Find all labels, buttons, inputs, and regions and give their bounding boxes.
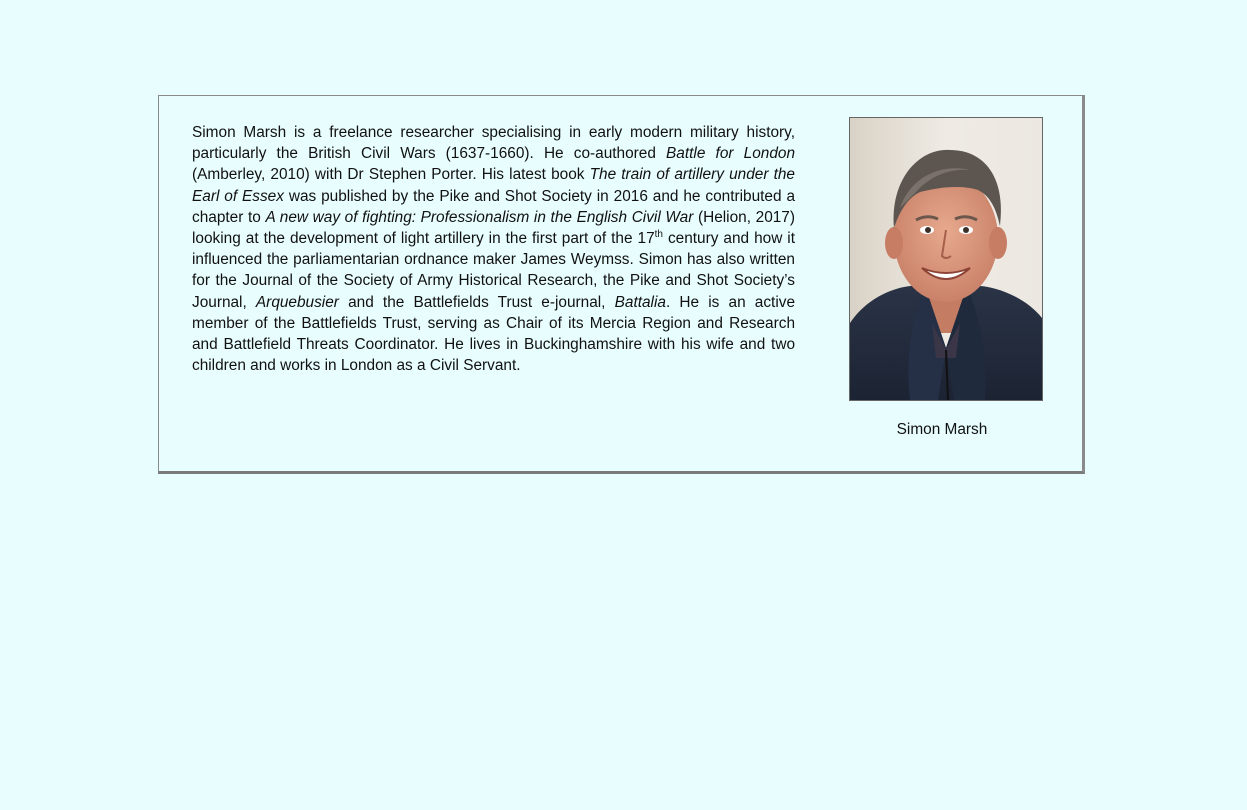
portrait-illustration — [850, 118, 1042, 400]
ordinal-superscript: th — [654, 229, 663, 241]
bio-paragraph — [192, 122, 795, 376]
bio-text-6: and the Battlefields Trust e-journal, — [338, 293, 615, 311]
bio-text-7: . He is an active member of the Battlefields Trust, serving as Chair of its Mercia Region and Research and Battlefield Threats Coordinator. He lives in Buckinghamshire with his wife and two children and works in London as a Civil Servant. — [192, 293, 796, 375]
bio-text-4: (Helion, 2017) looking at the development of light artillery in the first part of the 17 — [192, 208, 795, 248]
book-title-train-of-artillery: The train of artillery under the Earl of Essex — [192, 166, 795, 205]
portrait-photo — [849, 117, 1043, 401]
bio-text-2: (Amberley, 2010) with Dr Stephen Porter. His latest book — [192, 166, 590, 184]
journal-title-arquebusier: Arquebusier — [255, 293, 339, 311]
journal-title-battalia: Battalia — [614, 293, 666, 311]
bio-text-1: Simon Marsh is a freelance researcher specialising in early modern military history, particularly the British Civil Wars (1637-1660). He co-authored — [192, 124, 795, 163]
bio-text-5: century and how it influenced the parliamentarian ordnance maker James Weymss. Simon has also written for the Journal of the Society of Army Historical Research, the Pike and Shot Society’s Journal, — [192, 230, 795, 311]
bio-text-3: was published by the Pike and Shot Society in 2016 and he contributed a chapter to — [192, 187, 796, 226]
book-title-new-way-of-fighting: A new way of fighting: Professionalism in the English Civil War — [265, 208, 694, 226]
bio-panel — [158, 95, 1085, 474]
photo-caption: Simon Marsh — [896, 421, 988, 438]
book-title-battle-for-london: Battle for London — [666, 145, 796, 163]
